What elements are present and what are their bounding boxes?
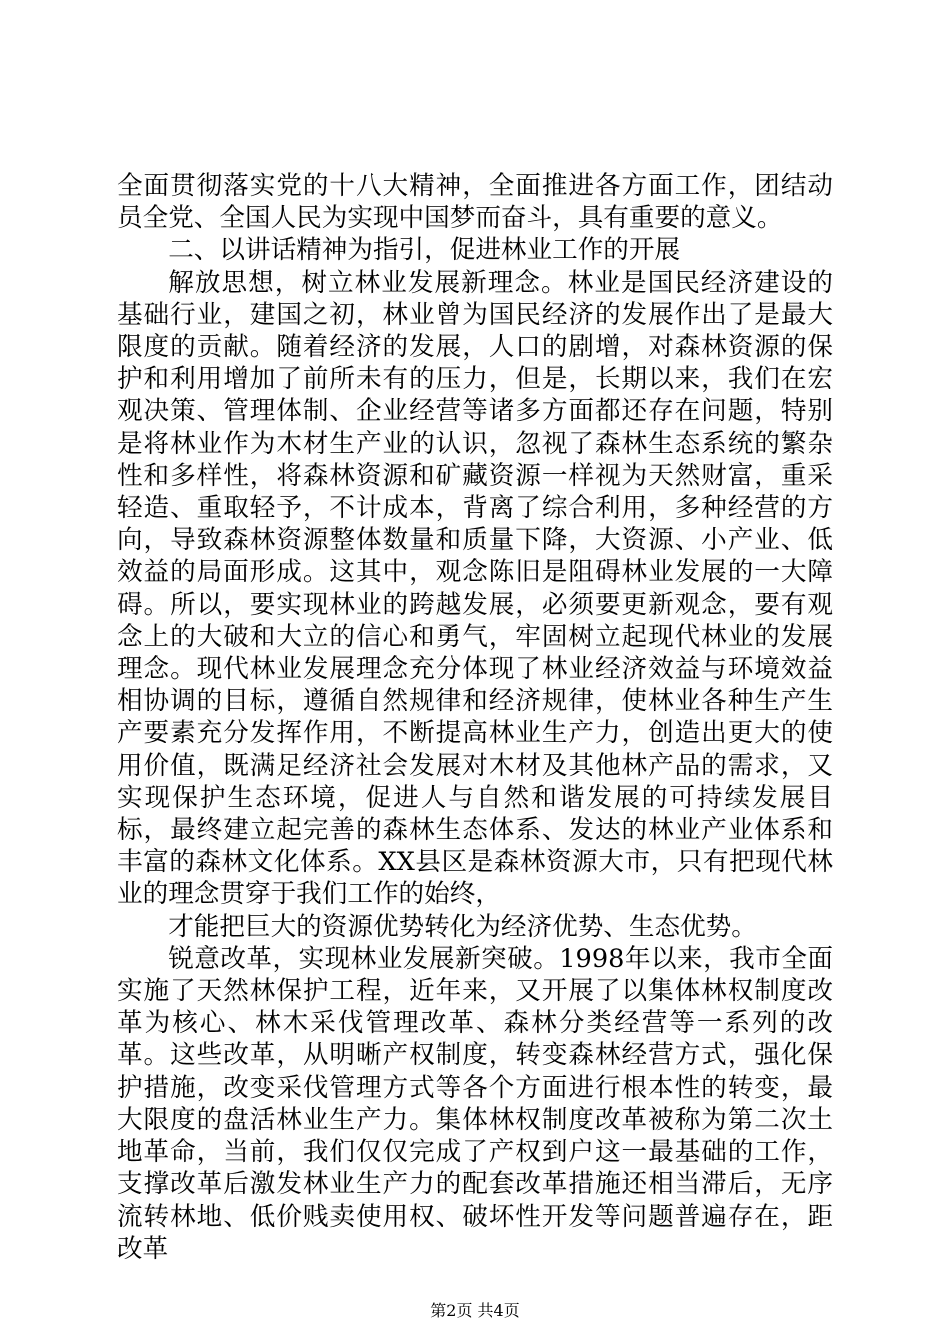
section-heading: 二、以讲话精神为指引，促进林业工作的开展 [168, 235, 681, 266]
document-body [117, 170, 833, 1265]
paragraph-2: 解放思想，树立林业发展新理念。林业是国民经济建设的基础行业，建国之初，林业曾为国民经济的发展作出了是最大限度的贡献。随着经济的发展，人口的剧增，对森林资源的保护和利用增加了前所未有的压力，但是，长期以来，我们在宏观决策、管理体制、企业经营等诸多方面都还存在问题，特别是将林业作为木材生产业的认识，忽视了森林生态系统的繁杂性和多样性，将森林资源和矿藏资源一样视为天然财富，重采轻造、重取轻予，不计成本，背离了综合利用，多种经营的方向，导致森林资源整体数量和质量下降，大资源、小产业、低效益的局面形成。这其中，观念陈旧是阻碍林业发展的一大障碍。所以，要实现林业的跨越发展，必须要更新观念，要有观念上的大破和大立的信心和勇气，牢固树立起现代林业的发展理念。现代林业发展理念充分体现了林业经济效益与环境效益相协调的目标，遵循自然规律和经济规律，使林业各种生产生产要素充分发挥作用，不断提高林业生产力，创造出更大的使用价值，既满足经济社会发展对木材及其他林产品的需求，又实现保护生态环境，促进人与自然和谐发展的可持续发展目标，最终建立起完善的森林生态体系、发达的林业产业体系和丰富的森林文化体系。XX县区是森林资源大市，只有把现代林业的理念贯穿于我们工作的始终， [117, 267, 833, 910]
paragraph-4: 锐意改革，实现林业发展新突破。1998年以来，我市全面实施了天然林保护工程，近年来，又开展了以集体林权制度改革为核心、林木采伐管理改革、森林分类经营等一系列的改革。这些改革，从明晰产权制度，转变森林经营方式，强化保护措施，改变采伐管理方式等各个方面进行根本性的转变，最大限度的盘活林业生产力。集体林权制度改革被称为第二次土地革命，当前，我们仅仅完成了产权到户这一最基础的工作，支撑改革后激发林业生产力的配套改革措施还相当滞后，无序流转林地、低价贱卖使用权、破坏性开发等问题普遍存在，距改革 [117, 943, 833, 1264]
paragraph-1: 全面贯彻落实党的十八大精神，全面推进各方面工作，团结动员全党、全国人民为实现中国梦而奋斗，具有重要的意义。 [117, 171, 833, 234]
paragraph-3: 才能把巨大的资源优势转化为经济优势、生态优势。 [168, 911, 757, 942]
page-footer: 第2页 共4页 [430, 1301, 520, 1320]
